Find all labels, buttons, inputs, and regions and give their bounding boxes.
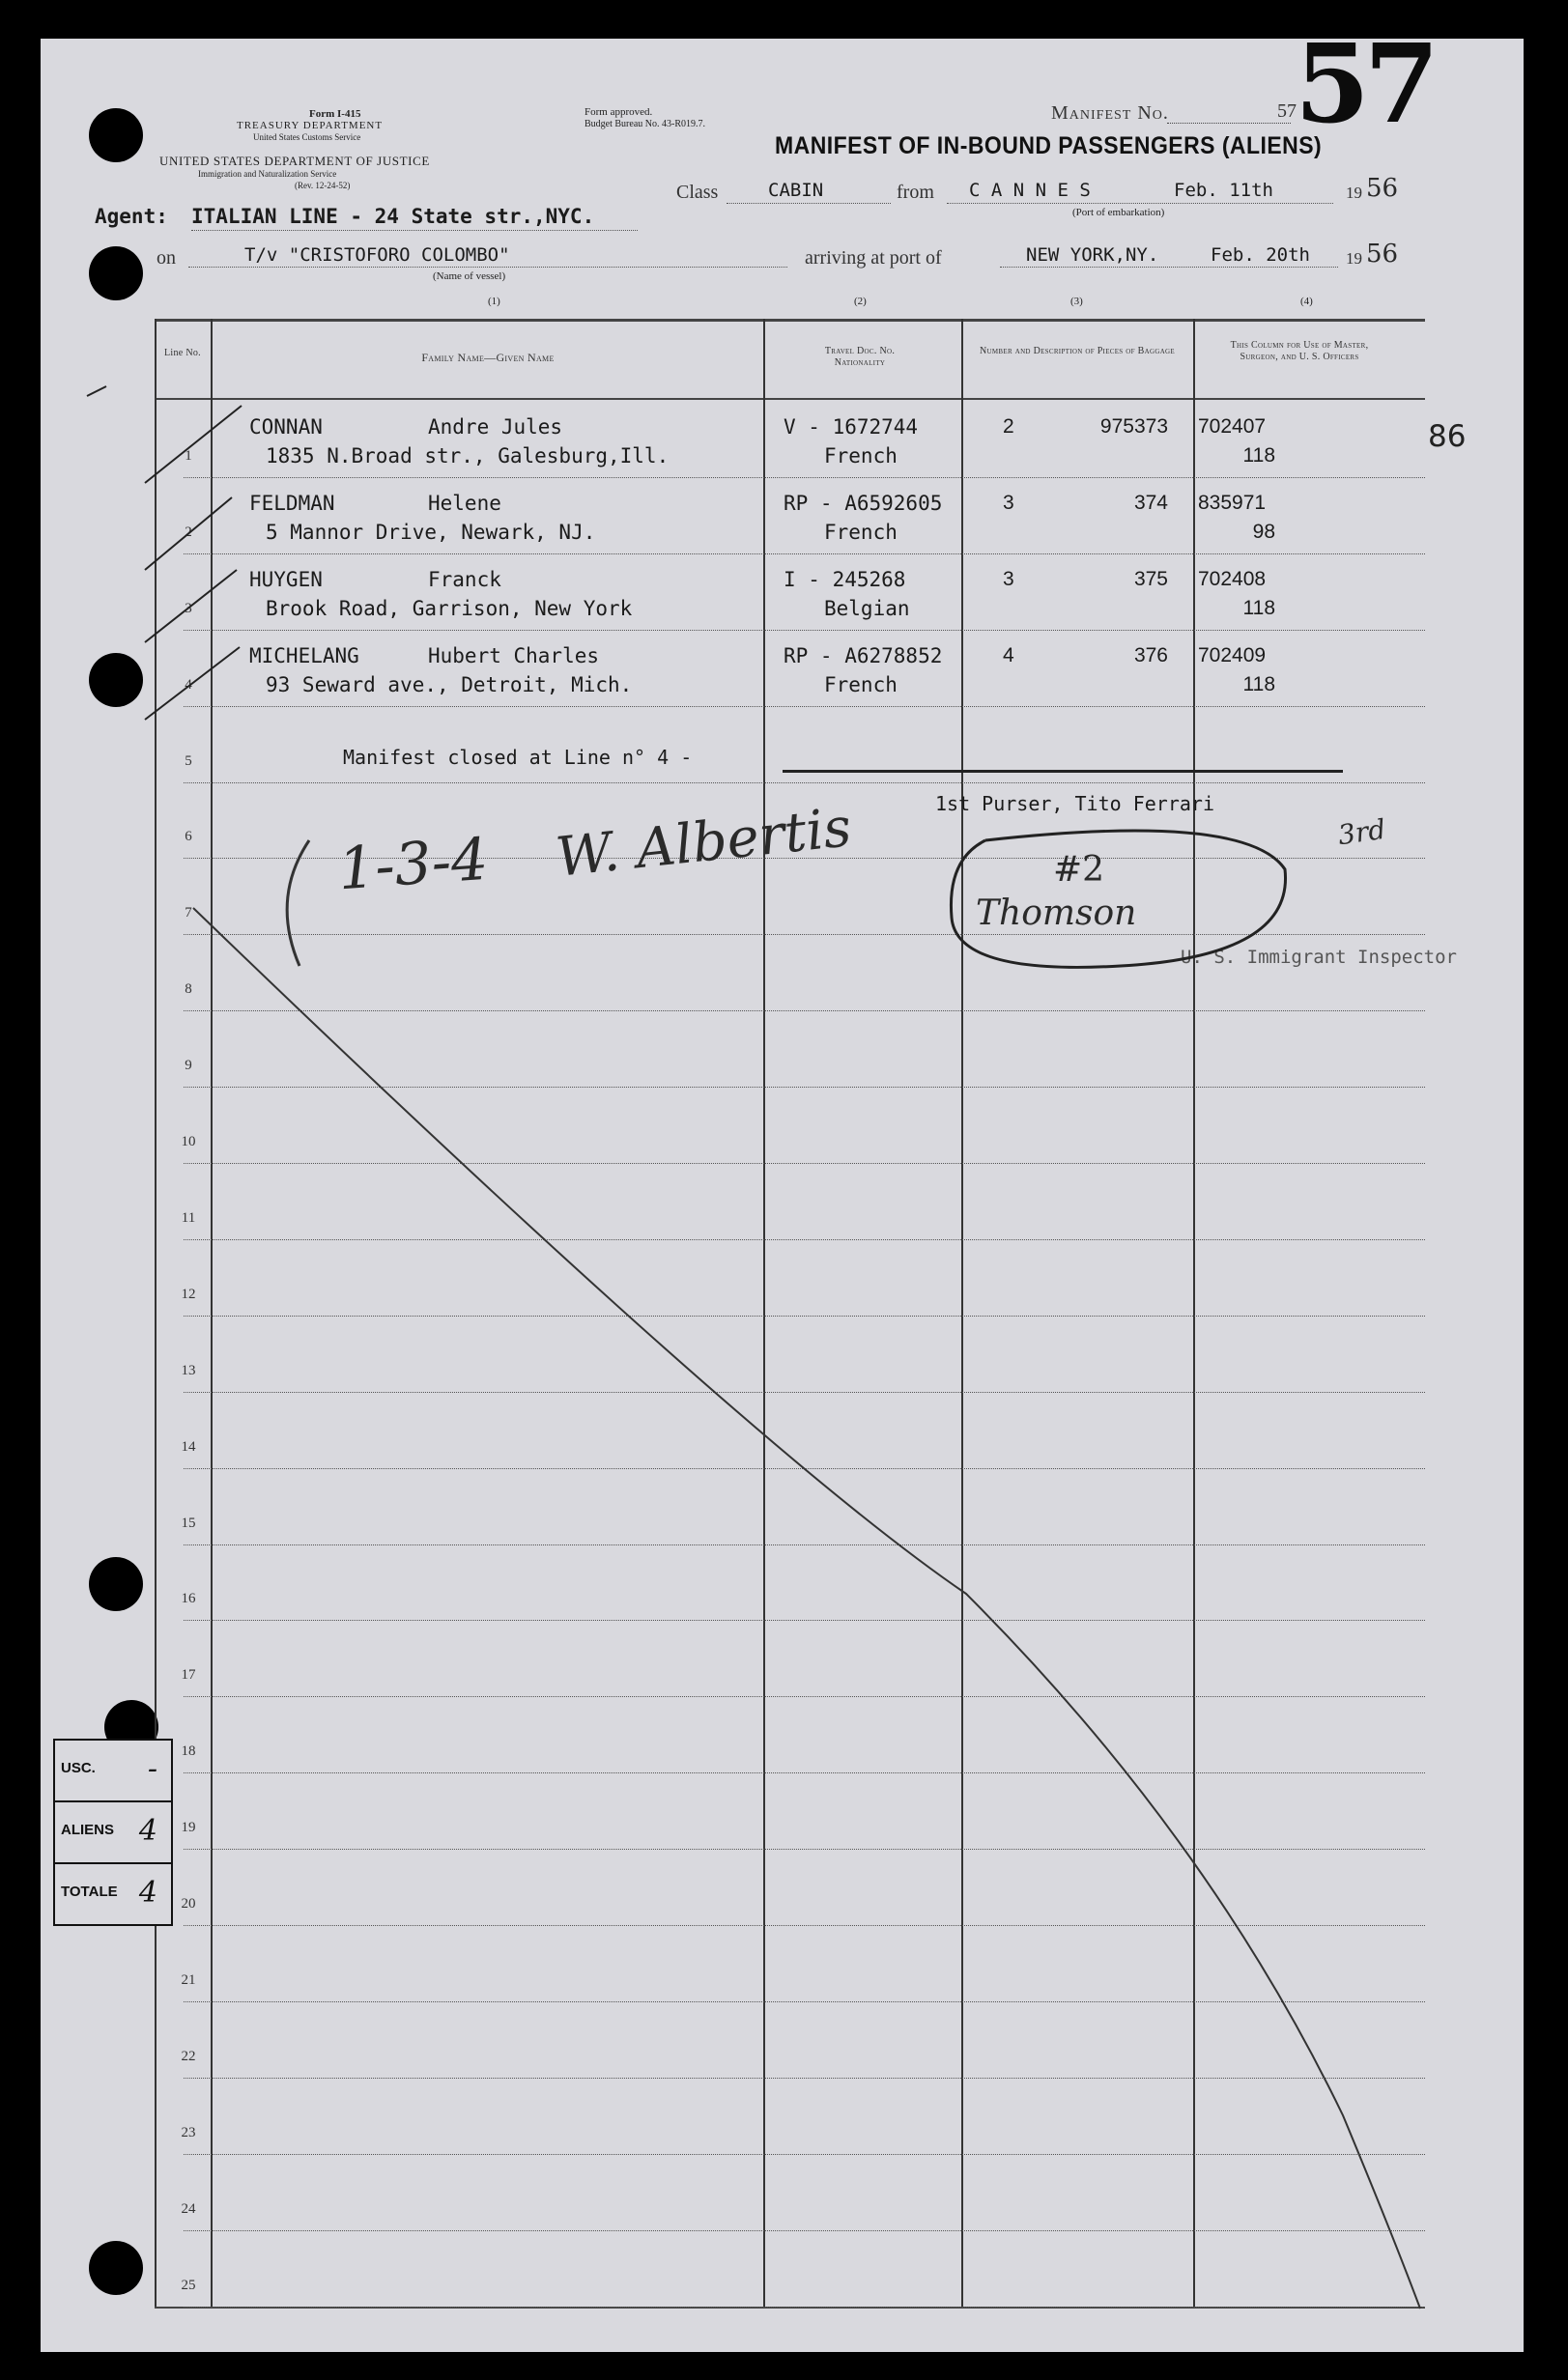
given-name: Franck (428, 567, 501, 591)
side-note: 3rd (1335, 812, 1388, 852)
closing-rule (783, 770, 1343, 773)
manifest-no-line (1167, 122, 1291, 124)
tally-aliens-value: 4 (138, 1814, 157, 1848)
line-number: 12 (181, 1286, 196, 1302)
baggage-pieces: 2 (1003, 415, 1014, 438)
col-rule-name (763, 319, 765, 2309)
tally-box (53, 1739, 173, 1926)
tally-usc-value: - (147, 1752, 157, 1786)
header-name: Family Name—Given Name (421, 351, 555, 364)
officer-count: 118 (1242, 444, 1275, 467)
form-number: Form I-415 (309, 108, 361, 120)
tally-total-label: TOTALE (61, 1884, 118, 1900)
col-rule-left (155, 319, 157, 2309)
address: 1835 N.Broad str., Galesburg,Ill. (266, 444, 670, 468)
manifest-title: MANIFEST OF IN-BOUND PASSENGERS (ALIENS) (775, 132, 1323, 159)
nationality: French (824, 444, 898, 468)
row-divider (184, 1316, 1425, 1317)
officer-code: 835971 (1198, 491, 1267, 514)
row-divider (184, 934, 1425, 935)
baggage-tag: 376 (1133, 643, 1168, 666)
baggage-tag: 374 (1133, 491, 1168, 514)
row-divider (184, 1163, 1425, 1164)
officer-count: 118 (1242, 596, 1275, 619)
line-number: 4 (185, 676, 192, 693)
row-divider (184, 1696, 1425, 1697)
row-divider (184, 1849, 1425, 1850)
from-underline (947, 203, 1333, 204)
inspector-caption: U. S. Immigrant Inspector (1181, 947, 1457, 968)
manifest-sheet (41, 39, 1524, 2352)
col-number-1: (1) (488, 296, 500, 307)
family-name: FELDMAN (249, 491, 335, 515)
line-number: 19 (181, 1820, 196, 1836)
row-divider (184, 2307, 1425, 2308)
justice-department: UNITED STATES DEPARTMENT OF JUSTICE (159, 154, 430, 168)
baggage-pieces: 3 (1003, 567, 1014, 590)
header-bottom-rule (155, 398, 1425, 400)
officer-code: 702407 (1198, 415, 1267, 438)
col-number-2: (2) (854, 296, 867, 307)
vessel-name: T/v "CRISTOFORO COLOMBO" (244, 244, 510, 266)
line-number: 6 (185, 829, 192, 845)
line-number: 24 (181, 2200, 196, 2217)
given-name: Hubert Charles (428, 643, 600, 667)
family-name: MICHELANG (249, 643, 359, 667)
baggage-tag: 975373 (1099, 415, 1168, 438)
departure-date: Feb. 11th (1174, 180, 1273, 201)
tally-aliens-label: ALIENS (61, 1822, 115, 1838)
travel-doc: V - 1672744 (784, 415, 919, 439)
travel-doc: I - 245268 (784, 567, 906, 591)
ins-service: Immigration and Naturalization Service (198, 169, 337, 179)
col-rule-doc (961, 319, 963, 2309)
family-name: CONNAN (249, 415, 323, 439)
row-divider (184, 782, 1425, 783)
line-number: 15 (181, 1515, 196, 1531)
baggage-pieces: 4 (1003, 643, 1014, 666)
row-divider (184, 1772, 1425, 1773)
budget-bureau: Budget Bureau No. 43-R019.7. (584, 119, 705, 129)
binder-hole (89, 653, 143, 707)
line-number: 23 (181, 2124, 196, 2140)
travel-doc: RP - A6278852 (784, 643, 943, 667)
row-divider (184, 1544, 1425, 1545)
year-prefix-1: 19 (1346, 184, 1362, 202)
binder-hole (89, 2241, 143, 2295)
tally-total-value: 4 (138, 1876, 157, 1910)
row-divider (184, 1392, 1425, 1393)
class-underline (727, 203, 891, 204)
row-divider (184, 1087, 1425, 1088)
manifest-no-label: Manifest No. (1051, 102, 1169, 124)
manifest-closed: Manifest closed at Line n° 4 - (343, 746, 693, 769)
nationality: French (824, 520, 898, 544)
line-number: 1 (185, 447, 192, 464)
agent-underline (191, 230, 638, 231)
header-baggage: Number and Description of Pieces of Baggage (980, 346, 1175, 356)
stamp-number: #2 (1053, 850, 1105, 890)
row-divider (184, 1468, 1425, 1469)
officer-code: 702408 (1198, 567, 1267, 590)
tally-usc-label: USC. (61, 1760, 96, 1776)
col-number-4: (4) (1300, 296, 1313, 307)
vessel-underline (188, 267, 787, 268)
row-divider (184, 2154, 1425, 2155)
port-embarkation-caption: (Port of embarkation) (1072, 207, 1165, 218)
agent-value: ITALIAN LINE - 24 State str.,NYC. (191, 205, 595, 228)
baggage-pieces: 3 (1003, 491, 1014, 514)
year-2: 56 (1366, 240, 1399, 269)
row-divider (184, 2230, 1425, 2231)
customs-service: United States Customs Service (253, 132, 361, 142)
treasury-department: TREASURY DEPARTMENT (237, 120, 384, 131)
line-number: 2 (185, 524, 192, 540)
row-divider (184, 477, 1425, 478)
line-number: 17 (181, 1667, 196, 1684)
line-number: 14 (181, 1438, 196, 1455)
line-number: 7 (185, 905, 192, 921)
address: Brook Road, Garrison, New York (266, 596, 633, 620)
binder-hole (89, 1557, 143, 1611)
margin-number: 86 (1428, 419, 1467, 454)
row-divider (184, 1620, 1425, 1621)
family-name: HUYGEN (249, 567, 323, 591)
col-rule-baggage (1193, 319, 1195, 2309)
line-number: 18 (181, 1743, 196, 1760)
line-number: 16 (181, 1591, 196, 1607)
manifest-no-value: 57 (1277, 100, 1297, 122)
address: 5 Mannor Drive, Newark, NJ. (266, 520, 596, 544)
line-number: 8 (185, 981, 192, 998)
officer-code: 702409 (1198, 643, 1267, 666)
row-divider (184, 553, 1425, 554)
tally-row-aliens (55, 1802, 171, 1864)
line-number: 9 (185, 1058, 192, 1074)
col-number-3: (3) (1070, 296, 1083, 307)
arrival-underline (1000, 267, 1338, 268)
officer-count: 98 (1252, 520, 1275, 543)
from-label: from (897, 182, 934, 203)
header-officers: This Column for Use of Master, Surgeon, and U. S. Officers (1230, 340, 1369, 362)
officer-count: 118 (1242, 672, 1275, 695)
line-number: 5 (185, 752, 192, 769)
row-divider (184, 1010, 1425, 1011)
line-number: 21 (181, 1971, 196, 1988)
nationality: Belgian (824, 596, 910, 620)
tally-row-total (55, 1864, 171, 1924)
row-divider (184, 706, 1425, 707)
purser: 1st Purser, Tito Ferrari (935, 792, 1214, 815)
row-divider (184, 630, 1425, 631)
page-number: 57 (1295, 21, 1434, 148)
row-divider (184, 2078, 1425, 2079)
stamp-name: Thomson (976, 893, 1137, 933)
class-value: CABIN (768, 180, 824, 201)
on-label: on (157, 247, 176, 269)
row-divider (184, 1239, 1425, 1240)
row-divider (184, 1925, 1425, 1926)
line-number: 11 (181, 1209, 196, 1226)
nationality: French (824, 672, 898, 696)
class-label: Class (676, 182, 719, 203)
revision: (Rev. 12-24-52) (295, 181, 351, 190)
arriving-label: arriving at port of (805, 247, 942, 269)
given-name: Helene (428, 491, 501, 515)
arrival-date: Feb. 20th (1211, 244, 1310, 266)
table-top-rule (155, 319, 1425, 322)
binder-hole (89, 246, 143, 300)
header-doc: Travel Doc. No. Nationality (824, 346, 896, 368)
line-number: 25 (181, 2277, 196, 2293)
year-prefix-2: 19 (1346, 249, 1362, 268)
row-divider (184, 2001, 1425, 2002)
year-1: 56 (1366, 174, 1399, 203)
handwritten-lines-note: 1-3-4 (335, 825, 491, 904)
vessel-caption: (Name of vessel) (433, 270, 506, 282)
arrival-port: NEW YORK,NY. (1026, 244, 1159, 266)
col-rule-line (211, 319, 213, 2309)
handwritten-signature: W. Albertis (553, 796, 855, 890)
baggage-tag: 375 (1133, 567, 1168, 590)
line-number: 10 (181, 1134, 196, 1149)
travel-doc: RP - A6592605 (784, 491, 943, 515)
form-approved: Form approved. (584, 106, 653, 118)
header-line-no: Line No. (164, 348, 201, 358)
binder-hole (89, 108, 143, 162)
from-value: C A N N E S (969, 180, 1091, 201)
tally-row-usc (55, 1741, 171, 1802)
line-number: 13 (181, 1362, 196, 1378)
line-number: 22 (181, 2048, 196, 2064)
agent-label: Agent: (95, 205, 168, 228)
address: 93 Seward ave., Detroit, Mich. (266, 672, 633, 696)
given-name: Andre Jules (428, 415, 563, 439)
line-number: 3 (185, 600, 192, 616)
line-number: 20 (181, 1896, 196, 1912)
